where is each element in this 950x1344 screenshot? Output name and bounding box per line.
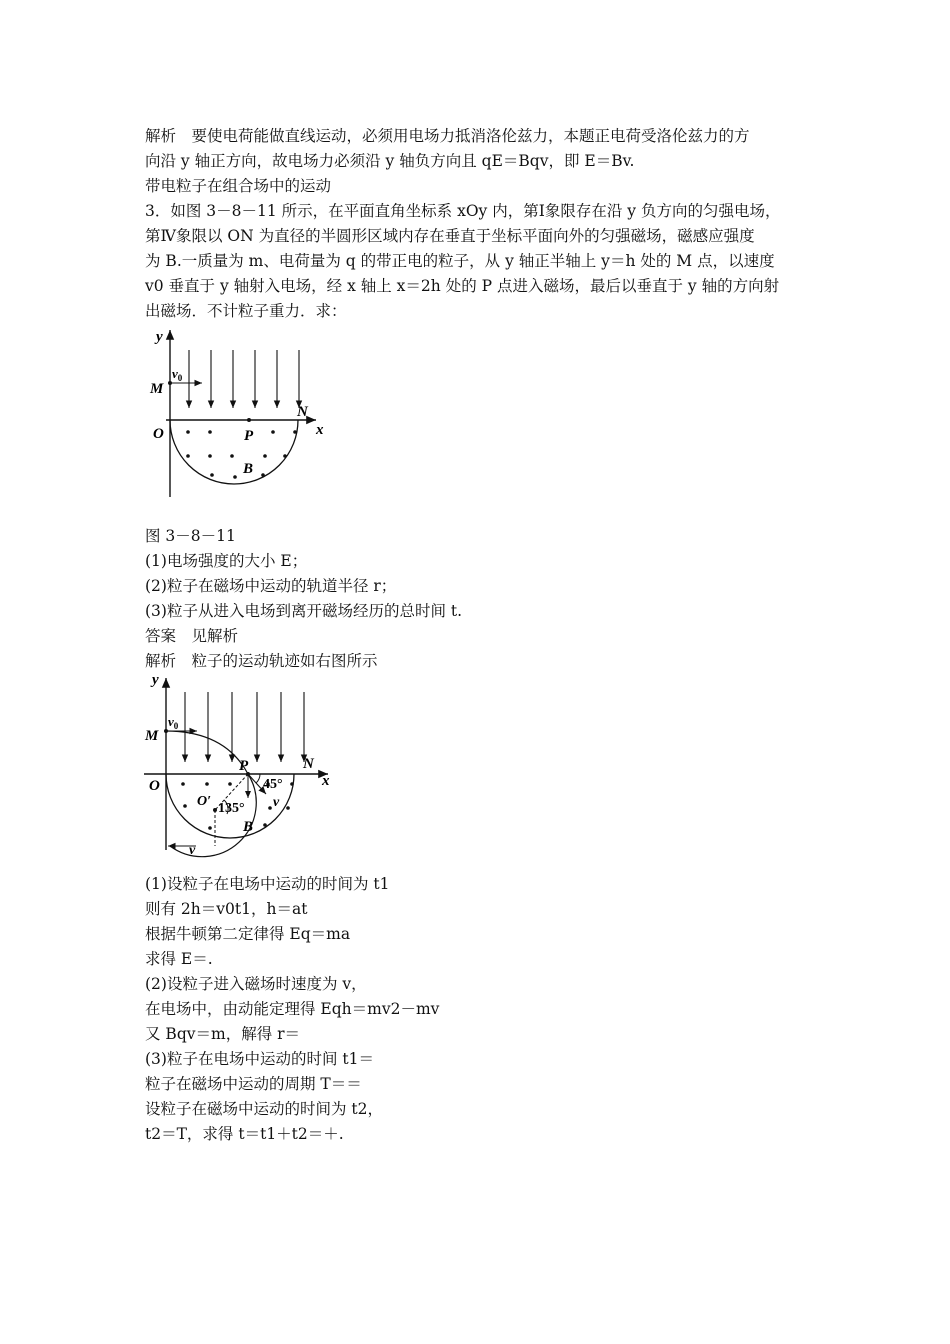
text-line: 出磁场．不计粒子重力．求：	[145, 302, 347, 320]
solution-line: t2＝T，求得 t＝t1＋t2＝＋.	[145, 1125, 344, 1143]
label-O-prime: O′	[197, 794, 212, 809]
y-axis-label: y	[152, 672, 159, 688]
x-axis-label: x	[322, 773, 330, 789]
text-line: 向沿 y 轴正方向，故电场力必须沿 y 轴负方向且 qE＝Bqv，即 E＝Bv.	[145, 152, 635, 170]
figure-caption: 图 3－8－11	[145, 527, 236, 545]
text-line: 解析 要使电荷能做直线运动，必须用电场力抵消洛伦兹力，本题正电荷受洛伦兹力的方	[145, 127, 750, 145]
solution-line: 在电场中，由动能定理得 Eqh＝mv2－mv	[145, 1000, 440, 1018]
figure-3-8-11	[140, 322, 340, 502]
section-heading: 带电粒子在组合场中的运动	[145, 177, 332, 195]
solution-intro: 解析 粒子的运动轨迹如右图所示	[145, 652, 378, 670]
label-M: M	[150, 381, 164, 397]
label-P: P	[239, 758, 249, 774]
center-O-prime	[213, 808, 217, 812]
text-line: 第Ⅳ象限以 ON 为直径的半圆形区域内存在垂直于坐标平面向外的匀强磁场，磁感应强度	[145, 227, 755, 245]
y-axis-label: y	[156, 329, 163, 345]
solution-line: 求得 E＝.	[145, 950, 213, 968]
solution-line: 则有 2h＝v0t1，h＝at	[145, 900, 308, 918]
label-M: M	[145, 728, 159, 744]
point-P	[247, 418, 251, 422]
label-v-bottom: v	[189, 843, 196, 858]
label-45-degrees: 45°	[263, 777, 283, 792]
angle-45-arc	[256, 774, 260, 783]
label-135-degrees: 135°	[218, 801, 245, 816]
trajectory-figure	[140, 668, 340, 858]
electric-field-lines	[189, 350, 299, 408]
label-N: N	[303, 756, 314, 772]
label-v-right: v	[273, 795, 280, 810]
label-N: N	[297, 404, 308, 420]
label-v0: $v_0$	[172, 366, 183, 383]
solution-line: 根据牛顿第二定律得 Eq＝ma	[145, 925, 351, 943]
label-O: O	[149, 778, 160, 794]
label-B: B	[243, 461, 254, 477]
solution-line: 又 Bqv＝m，解得 r＝	[145, 1025, 301, 1043]
x-axis-label: x	[316, 422, 324, 438]
solution-line: (1)设粒子在电场中运动的时间为 t1	[145, 875, 390, 893]
question-3: (3)粒子从进入电场到离开磁场经历的总时间 t.	[145, 602, 463, 620]
question-1: (1)电场强度的大小 E；	[145, 552, 308, 570]
solution-line: (3)粒子在电场中运动的时间 t1＝	[145, 1050, 374, 1068]
parabolic-trajectory	[166, 731, 248, 774]
solution-line: 设粒子在磁场中运动的时间为 t2，	[145, 1100, 384, 1118]
question-2: (2)粒子在磁场中运动的轨道半径 r；	[145, 577, 397, 595]
solution-line: 粒子在磁场中运动的周期 T＝＝	[145, 1075, 362, 1093]
label-v0: $v_0$	[168, 714, 179, 731]
text-line: 为 B.一质量为 m、电荷量为 q 的带正电的粒子，从 y 轴正半轴上 y＝h 处的 M 点，以速度	[145, 252, 775, 270]
label-P: P	[244, 428, 254, 444]
electric-field-lines	[185, 692, 304, 762]
label-O: O	[153, 426, 164, 442]
text-line: v0 垂直于 y 轴射入电场，经 x 轴上 x＝2h 处的 P 点进入磁场，最后以垂直于 y 轴的方向射	[145, 277, 780, 295]
magnetic-field-dots	[186, 430, 297, 479]
problem-statement: 3．如图 3－8－11 所示，在平面直角坐标系 xOy 内，第Ⅰ象限存在沿 y 负方向的匀强电场，	[145, 202, 781, 220]
magnetic-field-region	[170, 420, 298, 484]
point-M	[168, 381, 172, 385]
label-B: B	[243, 819, 254, 835]
answer-line: 答案 见解析	[145, 627, 239, 645]
solution-line: (2)设粒子进入磁场时速度为 v，	[145, 975, 367, 993]
